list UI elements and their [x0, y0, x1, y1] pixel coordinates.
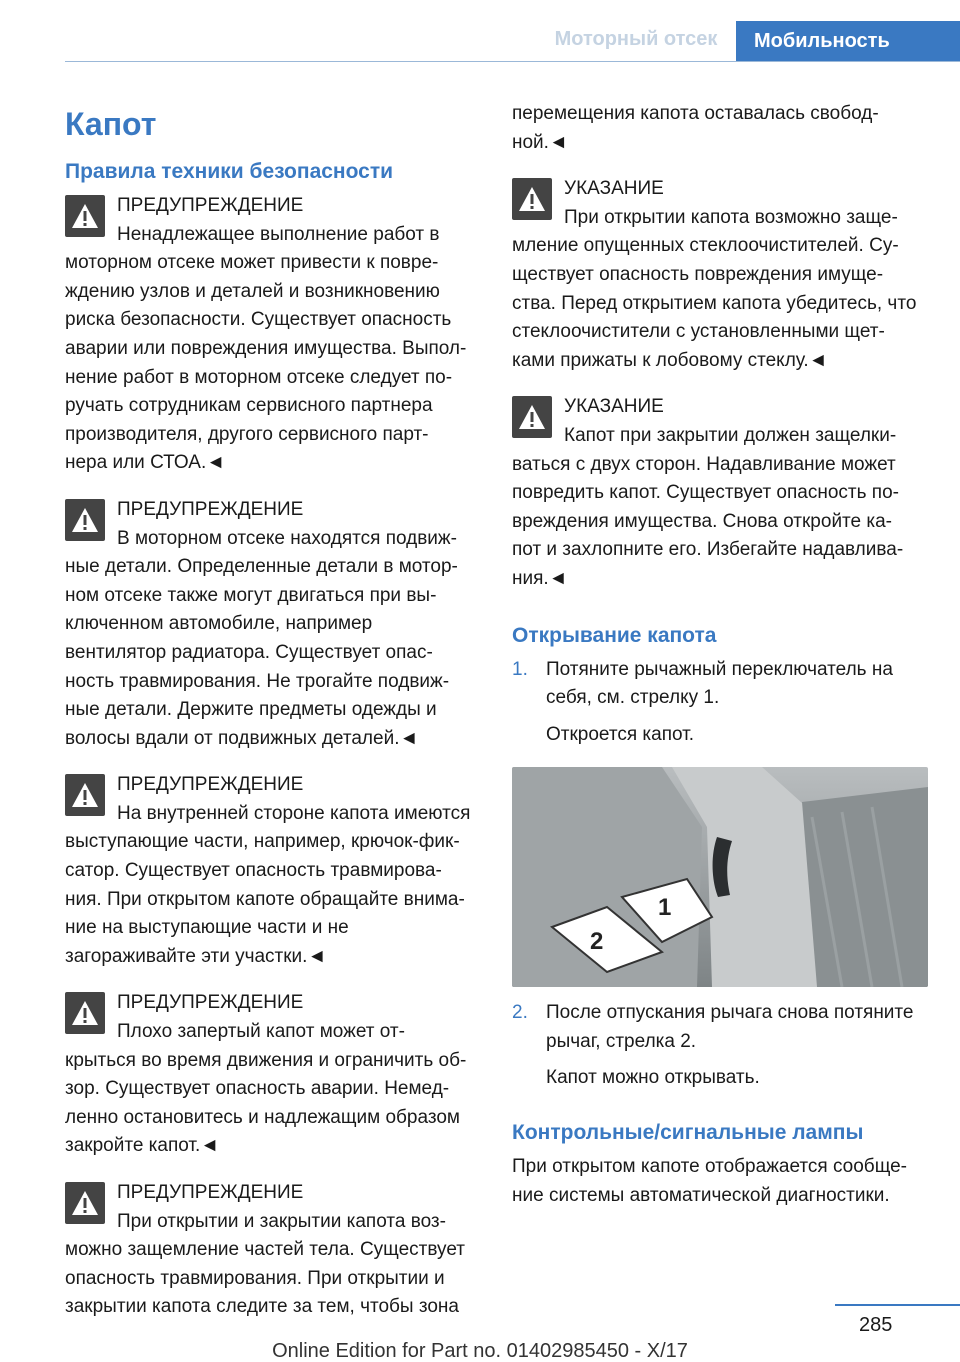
note-text-line: ками прижаты к лобовому стеклу.◄ [512, 349, 828, 371]
text-line: ной.◄ [512, 131, 568, 153]
warning-triangle-icon [65, 992, 105, 1034]
warning-text-line: ном отсеке также могут двигаться при вы- [65, 584, 437, 606]
step-result: Капот можно открывать. [546, 1067, 760, 1089]
warning-text-line: Ненадлежащее выполнение работ в [117, 223, 440, 245]
warning-text-line: сатор. Существует опасность травмирова- [65, 860, 442, 882]
warning-triangle-icon [65, 195, 105, 237]
note-text-line: пот и захлопните его. Избегайте надавлива- [512, 539, 904, 561]
step-list [512, 999, 932, 1093]
warning-text-line: нера или СТОА.◄ [65, 452, 226, 474]
note-text-line: мление опущенных стеклоочистителей. Су- [512, 235, 899, 257]
note-text-line: ществует опасность повреждения имуще- [512, 263, 884, 285]
note-icon [512, 396, 552, 438]
warning-text-line: ручать сотрудникам сервисного партнера [65, 395, 433, 417]
page-number: 285 [859, 1314, 893, 1336]
warning-block [65, 771, 483, 971]
footer-divider [835, 1304, 960, 1306]
step-item [512, 656, 932, 713]
note-icon [512, 178, 552, 220]
note-text-line: ния.◄ [512, 567, 568, 589]
left-column [65, 90, 483, 1322]
warning-text-line: вентилятор радиатора. Существует опас- [65, 641, 433, 663]
warning-block [65, 496, 483, 753]
hood-release-lever-photo [512, 767, 928, 987]
warning-text-line: риска безопасности. Существует опасность [65, 309, 452, 331]
step-text-line: Потяните рычажный переключатель на [546, 658, 893, 680]
header-divider [65, 61, 960, 62]
warning-text-line: опасность травмирования. При открытии и [65, 1267, 445, 1289]
step-list [512, 656, 932, 750]
header-tab-engine-compartment[interactable]: Моторный отсек [554, 28, 718, 50]
note-block [512, 393, 932, 593]
warning-text-line: ность травмирования. Не трогайте подвиж- [65, 670, 450, 692]
note-text-line: Капот при закрытии должен защелки- [564, 424, 897, 446]
warning-text-line: ключенном автомобиле, например [65, 613, 373, 635]
warning-text-line: закройте капот.◄ [65, 1135, 220, 1157]
warning-text-line: можно защемление частей тела. Существует [65, 1239, 465, 1261]
step-number: 2. [512, 1002, 528, 1024]
warning-triangle-icon [65, 774, 105, 816]
warning-text-line: выступающие части, например, крючок-фик- [65, 831, 460, 853]
step-text-line: себя, см. стрелку 1. [546, 687, 720, 709]
warning-text-line: При открытии и закрытии капота воз- [117, 1210, 446, 1232]
note-text-line: ваться с двух сторон. Надавливание может [512, 453, 896, 475]
warning-text-line: производителя, другого сервисного парт- [65, 423, 429, 445]
note-text-line: ства. Перед открытием капота убедитесь, что [512, 292, 917, 314]
warning-label: ПРЕДУПРЕЖДЕНИЕ [117, 498, 304, 520]
note-block [512, 175, 932, 375]
warning-text-line: зор. Существует опасность аварии. Немед- [65, 1078, 450, 1100]
note-text-line: При открытии капота возможно заще- [564, 206, 898, 228]
warning-triangle-icon [65, 499, 105, 541]
warning-text-line: В моторном отсеке находятся подвиж- [117, 527, 457, 549]
text-line: перемещения капота оставалась свобод- [512, 103, 879, 124]
note-label: УКАЗАНИЕ [564, 178, 664, 200]
continued-warning-text [512, 100, 932, 157]
note-text-line: вреждения имущества. Снова откройте ка- [512, 510, 893, 532]
warning-text-line: моторном отсеке может привести к повре- [65, 252, 439, 274]
warning-text-line: ные детали. Держите предметы одежды и [65, 699, 437, 721]
warning-text-line: крыться во время движения и ограничить об- [65, 1049, 467, 1071]
warning-text-line: волосы вдали от подвижных деталей.◄ [65, 727, 419, 749]
text-line: При открытом капоте отображается сообще- [512, 1156, 908, 1178]
warning-text-line: На внутренней стороне капота имеются [117, 802, 471, 824]
note-label: УКАЗАНИЕ [564, 396, 664, 418]
step-text-line: После отпускания рычага снова потяните [546, 1002, 914, 1024]
warning-block [65, 1179, 483, 1322]
warning-text-line: загораживайте эти участки.◄ [65, 945, 327, 967]
step-text-line: рычаг, стрелка 2. [546, 1030, 697, 1052]
indicator-lamps-text [512, 1153, 932, 1210]
step-number: 1. [512, 658, 528, 680]
warning-text-line: ждению узлов и деталей и возникновению [65, 280, 440, 302]
indicator-lamps-title: Контрольные/сигнальные лампы [512, 1121, 864, 1145]
step-result: Откроется капот. [546, 723, 695, 745]
warning-text-line: нение работ в моторном отсеке следует по- [65, 366, 453, 388]
warning-text-line: аварии или повреждения имущества. Выпол- [65, 337, 467, 359]
warning-label: ПРЕДУПРЕЖДЕНИЕ [117, 195, 304, 216]
warning-block [65, 192, 483, 478]
header-tab-mobility[interactable]: Мобильность [736, 21, 960, 62]
warning-label: ПРЕДУПРЕЖДЕНИЕ [117, 992, 304, 1014]
opening-hood-title: Открывание капота [512, 623, 717, 647]
warning-label: ПРЕДУПРЕЖДЕНИЕ [117, 774, 304, 796]
step-item [512, 999, 932, 1056]
warning-block [65, 989, 483, 1161]
warning-label: ПРЕДУПРЕЖДЕНИЕ [117, 1182, 304, 1203]
note-text-line: повредить капот. Существует опасность по- [512, 482, 899, 504]
warning-text-line: ние на выступающие части и не [65, 917, 349, 939]
warning-text-line: закрытии капота следите за тем, чтобы зона [65, 1296, 459, 1318]
warning-text-line: Плохо запертый капот может от- [117, 1021, 405, 1043]
safety-rules-title: Правила техники безопасности [65, 160, 394, 183]
text-line: ние системы автоматической диагностики. [512, 1184, 890, 1206]
warning-text-line: ные детали. Определенные детали в мотор- [65, 556, 458, 578]
arrow-label-2: 2 [590, 928, 604, 956]
footer-edition: Online Edition for Part no. 01402985450 - X/17 [272, 1340, 688, 1362]
right-column [512, 100, 932, 1210]
warning-triangle-icon [65, 1182, 105, 1224]
warning-text-line: ния. При открытом капоте обращайте внима- [65, 888, 465, 910]
arrow-label-1: 1 [658, 894, 672, 922]
warning-text-line: ленно остановитесь и надлежащим образом [65, 1106, 460, 1128]
note-text-line: стеклоочистители с установленными щет- [512, 321, 885, 343]
page-title: Капот [65, 106, 157, 142]
